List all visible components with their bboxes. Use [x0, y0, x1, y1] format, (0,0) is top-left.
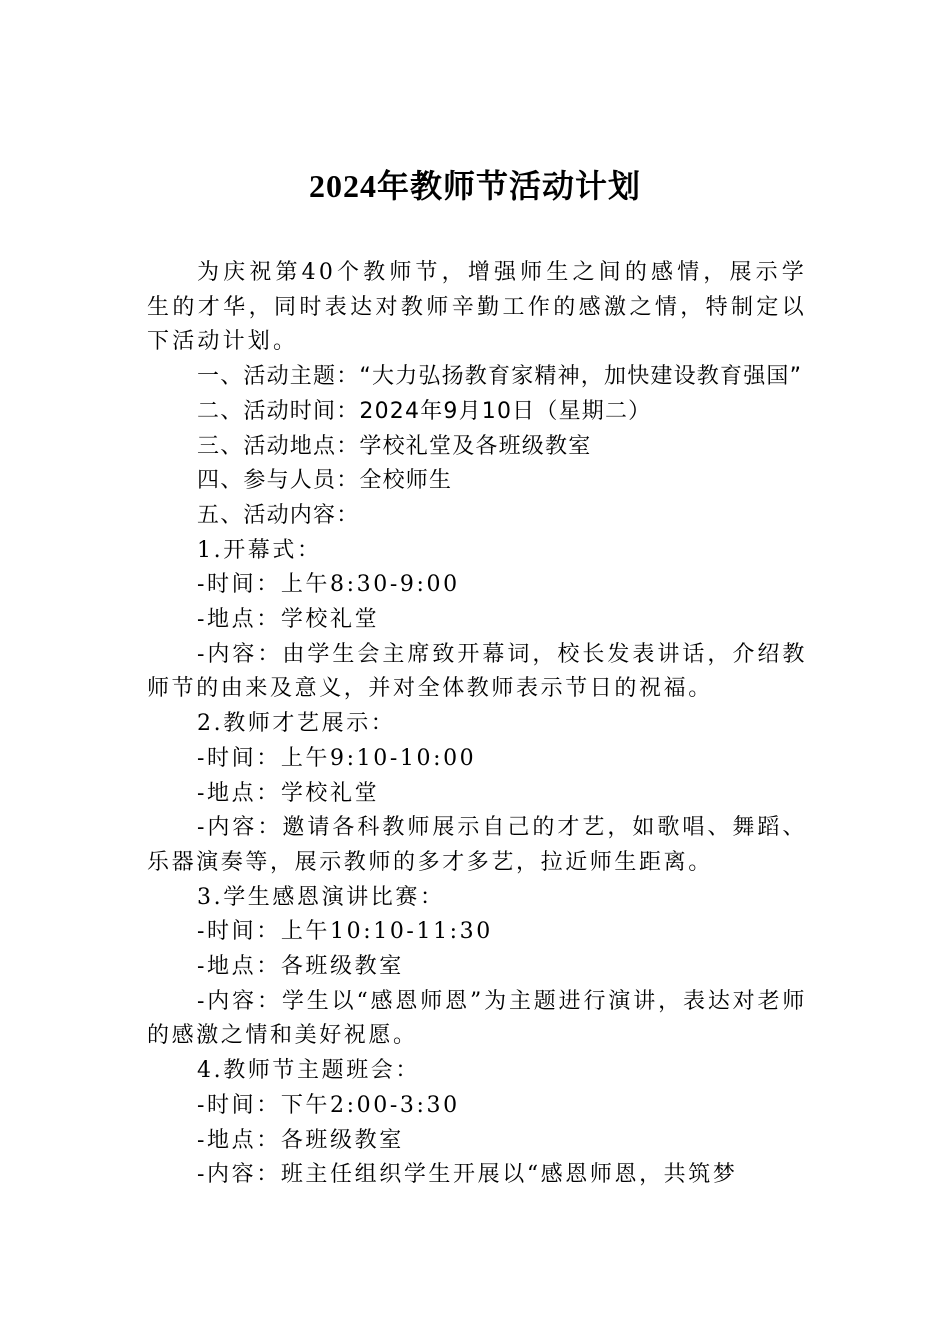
content-heading: 五、活动内容：	[197, 502, 360, 528]
section-place: -地点：各班级教室	[197, 1127, 404, 1153]
section-time: -时间：上午9:10-10:00	[197, 745, 477, 771]
section-time: -时间：上午10:10-11:30	[197, 919, 493, 945]
participants-line: 四、参与人员：全校师生	[197, 468, 453, 494]
section-content: -内容：邀请各科教师展示自己的才艺，如歌唱、舞蹈、乐器演奏等，展示教师的多才多艺，拉近师生距离。	[147, 815, 807, 875]
section-place: -地点：学校礼堂	[197, 780, 380, 806]
section-place: -地点：各班级教室	[197, 954, 404, 980]
section-time: -时间：上午8:30-9:00	[197, 572, 460, 598]
intro-paragraph: 为庆祝第40个教师节，增强师生之间的感情，展示学生的才华，同时表达对教师辛勤工作的感激之情，特制定以下活动计划。	[147, 260, 807, 355]
theme-line: 一、活动主题：“大力弘扬教育家精神，加快建设教育强国”	[197, 364, 803, 390]
time-line: 二、活动时间：2024年9月10日（星期二）	[197, 398, 652, 424]
section-heading: 3.学生感恩演讲比赛：	[197, 884, 445, 910]
document-body	[147, 256, 807, 1193]
place-line: 三、活动地点：学校礼堂及各班级教室	[197, 433, 592, 459]
section-content: -内容：学生以“感恩师恩”为主题进行演讲，表达对老师的感激之情和美好祝愿。	[147, 988, 807, 1049]
section-heading: 4.教师节主题班会：	[197, 1058, 420, 1084]
section-time: -时间：下午2:00-3:30	[197, 1092, 460, 1118]
section-content: -内容：由学生会主席致开幕词，校长发表讲话，介绍教师节的由来及意义，并对全体教师表示节日的祝福。	[147, 641, 807, 702]
document-title: 2024年教师节活动计划	[308, 168, 641, 204]
section-heading: 1.开幕式：	[197, 537, 322, 563]
section-heading: 2.教师才艺展示：	[197, 711, 396, 737]
section-place: -地点：学校礼堂	[197, 607, 380, 633]
section-content: -内容：班主任组织学生开展以“感恩师恩，共筑梦	[197, 1162, 738, 1188]
